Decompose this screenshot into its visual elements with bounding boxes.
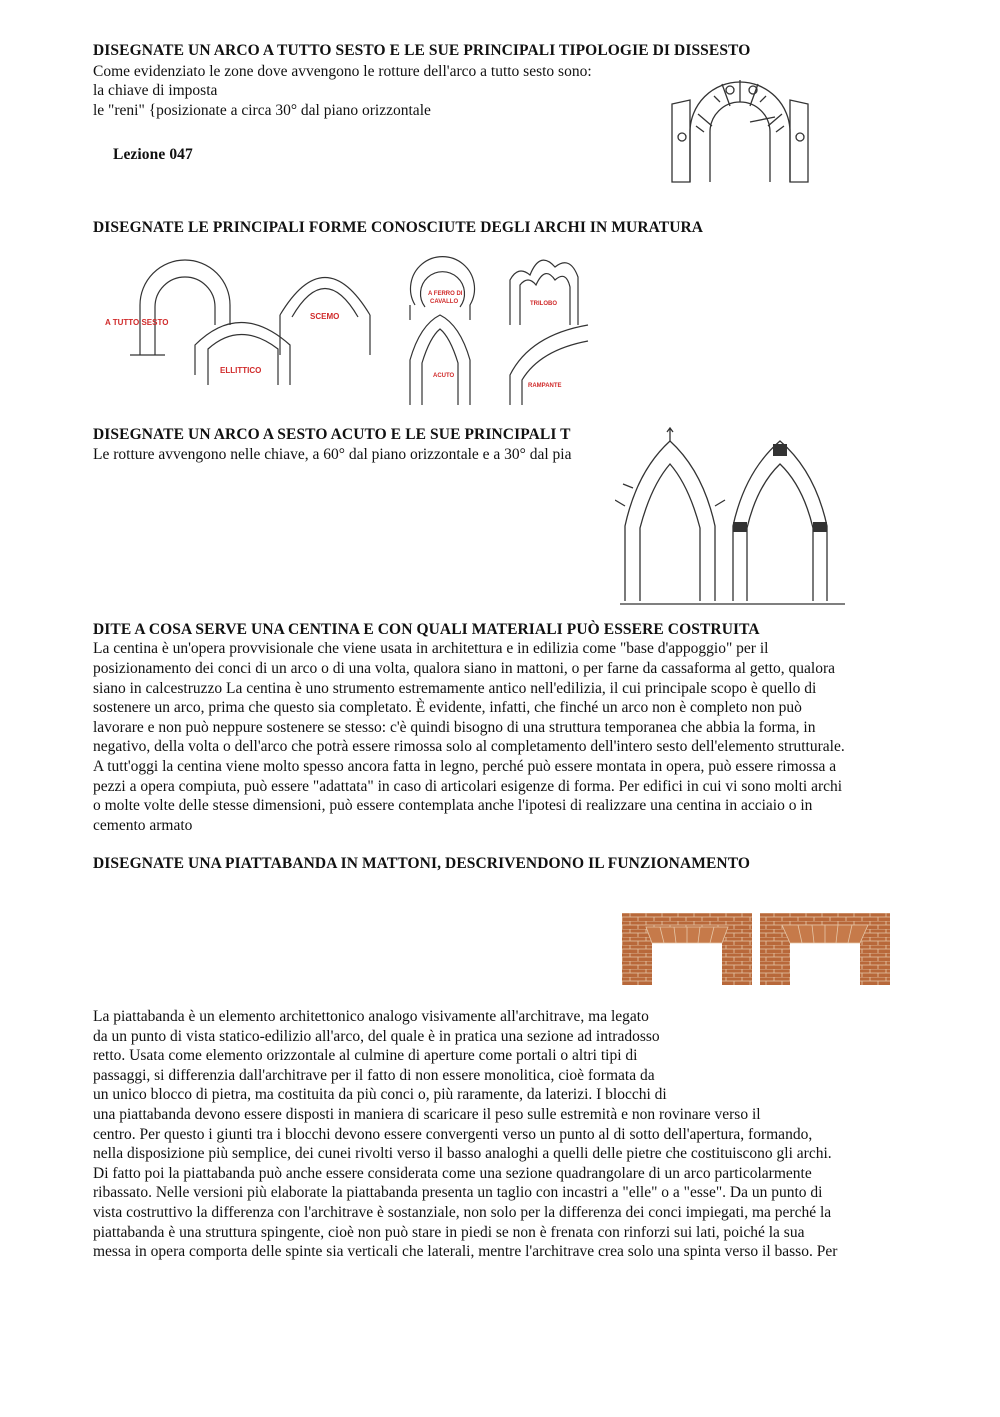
s4-line: sostenere un arco, prima che questo sia completato. È evidente, infatti, che finché un arco non è completo non può [93,699,802,716]
label-ferro-2: CAVALLO [430,299,459,305]
flat-arch-brick-figure [622,913,890,985]
s5-line: una piattabanda devono essere disposti in maniera di scaricare il peso sulle estremità e non rovinare verso il [93,1106,761,1123]
s1-line-1: Come evidenziato le zone dove avvengono le rotture dell'arco a tutto sesto sono: [93,63,592,80]
s5-line: da un punto di vista statico-edilizio all'arco, del quale è in pratica una sezione ad intradosso [93,1028,660,1045]
s5-line: nella disposizione più semplice, dei cunei rivolti verso il basso analoghi a quelli delle pietre che costituiscono gli archi. [93,1145,832,1162]
section-2-title: DISEGNATE LE PRINCIPALI FORME CONOSCIUTE DEGLI ARCHI IN MURATURA [93,219,704,236]
s4-line: siano in calcestruzzo La centina è uno strumento estremamente antico nell'edilizia, il cui principale scopo è quello di [93,680,817,697]
s4-line: La centina è un'opera provvisionale che viene usata in architettura e in edilizia come "base d'appoggio" per il [93,640,769,657]
label-ferro-1: A FERRO DI [428,291,463,297]
section-4-title: DITE A COSA SERVE UNA CENTINA E CON QUALI MATERIALI PUÒ ESSERE COSTRUITA [93,621,760,638]
s5-line: La piattabanda è un elemento architettonico analogo visivamente all'architrave, ma legato [93,1008,649,1025]
s4-line: A tutt'oggi la centina viene molto spesso ancora fatta in legno, perché può essere montata in opera, può essere rimossa a [93,758,837,775]
s4-line: lavorare e non può neppure sostenere se stesso: c'è quindi bisogno di una struttura temporanea che abbia la forma, in [93,719,816,736]
label-scemo: SCEMO [310,312,340,321]
label-ellittico: ELLITTICO [220,366,262,375]
s5-line: piattabanda è una struttura spingente, cioè non può stare in piedi se non è frenata con rinforzi sui lati, poiché la sua [93,1224,805,1241]
s5-line: vista costruttivo la differenza con l'architrave è sostanziale, non solo per la differenza dei conci impiegati, ma perché la [93,1204,832,1221]
lesson-label: Lezione 047 [113,146,193,163]
s5-line: passaggi, si differenzia dall'architrave per il fatto di non essere monolitica, cioè formata da [93,1067,655,1084]
label-trilobo: TRILOBO [530,301,557,307]
s5-line: un unico blocco di pietra, ma costituita da più conci o, più raramente, da laterizi. I blocchi di [93,1086,667,1103]
s1-line-2: la chiave di imposta [93,82,218,99]
s5-line: ribassato. Nelle versioni più elaborate la piattabanda presenta un taglio con incastri a "elle" o a "esse". Da un punto di [93,1184,823,1201]
s5-line: messa in opera comporta delle spinte sia verticali che laterali, mentre l'architrave crea solo una spinta verso il basso. Per [93,1243,838,1260]
s4-line: cemento armato [93,817,193,834]
round-arch-damage-figure [660,62,820,188]
s4-line: o molte volte delle stesse dimensioni, può essere contemplata anche l'ipotesi di realizzare una centina in acciaio o in [93,797,813,814]
s5-line: retto. Usata come elemento orizzontale al culmine di aperture come portali o altri tipi di [93,1047,638,1064]
section-5-title: DISEGNATE UNA PIATTABANDA IN MATTONI, DESCRIVENDONO IL FUNZIONAMENTO [93,855,751,872]
s5-line: centro. Per questo i giunti tra i blocchi devono essere convergenti verso un punto al di sotto dell'apertura, formando, [93,1126,813,1143]
s1-line-3: le "reni" {posizionate a circa 30° dal piano orizzontale [93,102,431,119]
label-acuto: ACUTO [433,373,455,379]
arch-shapes-figure [100,245,590,407]
s4-line: posizionamento dei conci di un arco o di una volta, qualora siano in mattoni, o per farne da cassaforma al getto, qualora [93,660,836,677]
label-rampante: RAMPANTE [528,383,562,389]
s4-line: negativo, della volta o dell'arco che potrà essere rimossa solo al completamento dell'intero sesto dell'elemento strutturale. [93,738,845,755]
section-1-title: DISEGNATE UN ARCO A TUTTO SESTO E LE SUE PRINCIPALI TIPOLOGIE DI DISSESTO [93,42,751,59]
label-tutto-sesto: A TUTTO SESTO [105,318,169,327]
s4-line: pezzi a opera compiuta, può essere "adattata" in caso di articolari esigenze di forma. Per edifici in cui vi sono molti archi [93,778,843,795]
s5-line: Di fatto poi la piattabanda può anche essere considerata come una sezione quadrangolare di un arco particolarmente [93,1165,812,1182]
s3-text: Le rotture avvengono nelle chiave, a 60° dal piano orizzontale e a 30° dal pia [93,446,572,463]
section-3-title: DISEGNATE UN ARCO A SESTO ACUTO E LE SUE PRINCIPALI T [93,426,571,443]
pointed-arch-figure [615,426,851,606]
